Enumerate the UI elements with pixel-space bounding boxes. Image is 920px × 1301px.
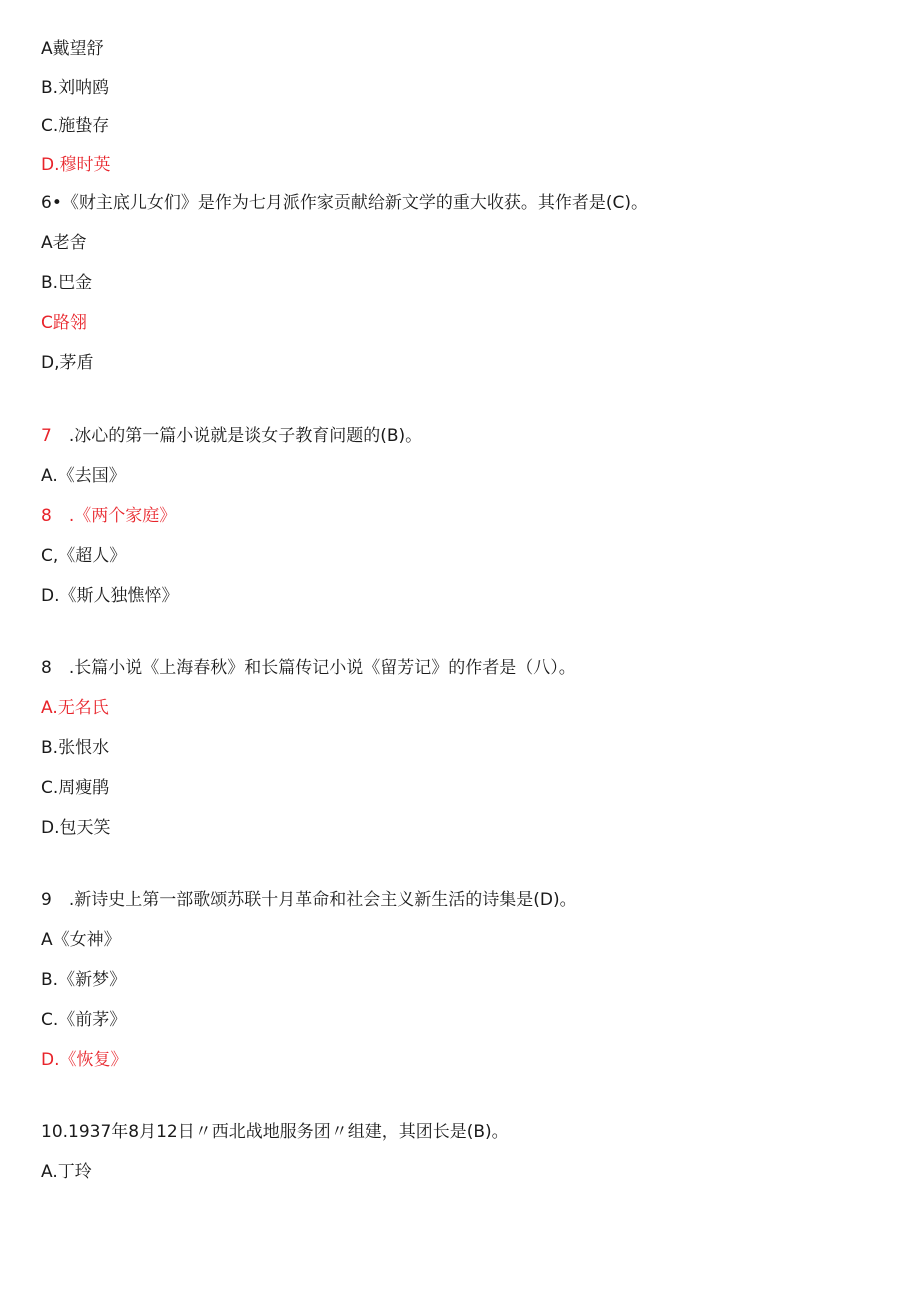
option-text: C路翎: [41, 313, 87, 333]
option-text: B.巴金: [41, 273, 93, 293]
question-number: 8: [41, 658, 52, 678]
option-d-line: [41, 352, 94, 374]
option-c-line: [41, 1009, 126, 1031]
option-text: C.施蛰存: [41, 116, 110, 136]
question-9: [41, 889, 577, 911]
question-number: 7: [41, 426, 52, 446]
option-c-line: [41, 115, 109, 137]
option-d-line: [41, 817, 111, 839]
option-b-answer-line: [41, 505, 176, 527]
option-text: A.《去国》: [41, 466, 126, 486]
option-text: C.《前茅》: [41, 1010, 127, 1030]
question-text: 6•《财主底儿女们》是作为七月派作家贡献给新文学的重大收获。其作者是(C)。: [41, 193, 648, 213]
question-10: [41, 1121, 509, 1143]
option-b-line: [41, 737, 109, 759]
option-text: B.刘呐鸥: [41, 78, 110, 98]
question-text: .冰心的第一篇小说就是谈女子教育问题的(B)。: [68, 426, 423, 446]
option-text: D.《恢复》: [41, 1050, 128, 1070]
option-b-line: [41, 272, 92, 294]
option-d-answer-line: [41, 154, 111, 176]
question-7: [41, 425, 422, 447]
option-text: A《女神》: [41, 930, 121, 950]
option-text: A老舍: [41, 233, 87, 253]
option-text: D.包天笑: [41, 818, 111, 838]
option-text: A戴望舒: [41, 39, 104, 59]
option-a-line: [41, 929, 121, 951]
option-text: .《两个家庭》: [68, 506, 177, 526]
option-c-answer-line: [41, 312, 87, 334]
option-d-answer-line: [41, 1049, 128, 1071]
option-text: D.《斯人独憔悴》: [41, 586, 179, 606]
question-8: [41, 657, 576, 679]
option-d-line: [41, 585, 179, 607]
question-text: .长篇小说《上海春秋》和长篇传记小说《留芳记》的作者是（八）。: [68, 658, 576, 678]
option-a-line: [41, 1161, 92, 1183]
option-text: B.张恨水: [41, 738, 110, 758]
question-number: 9: [41, 890, 52, 910]
option-a-line: [41, 232, 87, 254]
option-b-line: [41, 969, 126, 991]
option-b-line: [41, 77, 109, 99]
option-text: C.周瘦鹃: [41, 778, 110, 798]
option-text: D.穆时英: [41, 155, 111, 175]
option-text: A.丁玲: [41, 1162, 92, 1182]
option-c-line: [41, 777, 109, 799]
option-text: D,茅盾: [41, 353, 94, 373]
list-number: 8: [41, 506, 52, 526]
question-text: .新诗史上第一部歌颂苏联十月革命和社会主义新生活的诗集是(D)。: [68, 890, 577, 910]
option-text: A.无名氏: [41, 698, 109, 718]
option-text: C,《超人》: [41, 546, 127, 566]
question-text: 10.1937年8月12日〃西北战地服务团〃组建，其团长是(B)。: [41, 1122, 509, 1142]
question-6: [41, 192, 648, 214]
option-c-line: [41, 545, 126, 567]
option-a-answer-line: [41, 697, 109, 719]
option-text: B.《新梦》: [41, 970, 127, 990]
option-a-line: [41, 38, 104, 60]
option-a-line: [41, 465, 126, 487]
